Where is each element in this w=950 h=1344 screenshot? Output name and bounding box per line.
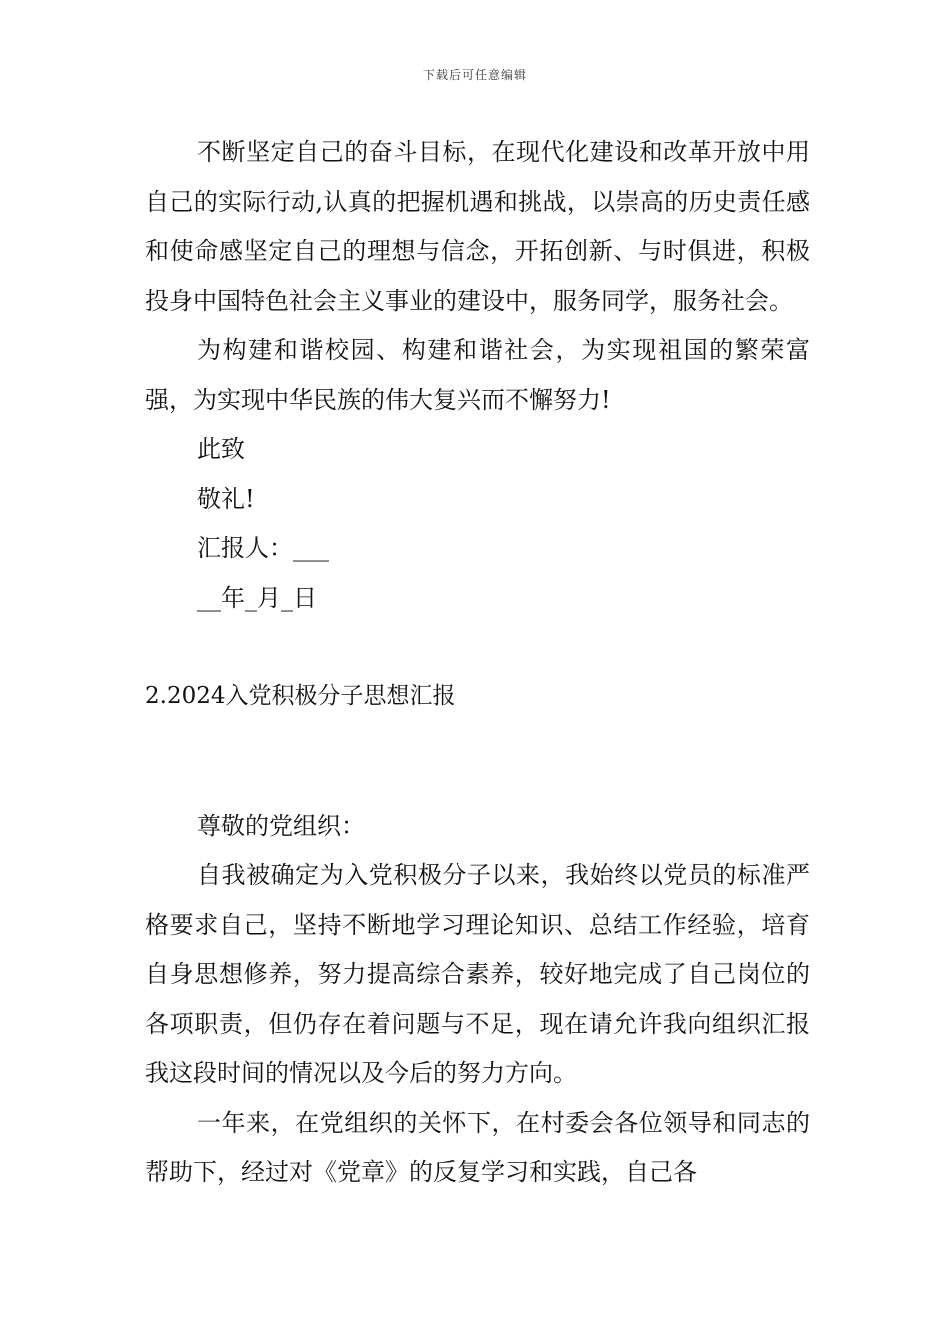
section-title: 2.2024入党积极分子思想汇报 xyxy=(145,683,456,709)
closing-line: 此致 xyxy=(197,435,245,463)
header-note: 下载后可任意编辑 xyxy=(422,68,527,82)
salute-line: 敬礼! xyxy=(197,484,255,513)
paragraph: 不断坚定自己的奋斗目标，在现代化建设和改革开放中用自己的实际行动,认真的把握机遇和挑战，以崇高的历史责任感和使命感坚定自己的理想与信念，开拓创新、与时俱进，积极投身中国特色社会主义事业的建设中，服务同学，服务社会。 xyxy=(145,138,810,315)
paragraph: 为构建和谐校园、构建和谐社会，为实现祖国的繁荣富强，为实现中华民族的伟大复兴而不懈努力! xyxy=(145,336,810,414)
greeting-line: 尊敬的党组织： xyxy=(197,811,365,840)
document-body xyxy=(145,128,810,1198)
reporter-line: 汇报人：___ xyxy=(197,534,329,562)
paragraph: 自我被确定为入党积极分子以来，我始终以党员的标准严格要求自己，坚持不断地学习理论知识、总结工作经验，培育自身思想修养，努力提高综合素养，较好地完成了自己岗位的各项职责，但仍存在着问题与不足，现在请允许我向组织汇报我这段时间的情况以及今后的努力方向。 xyxy=(145,861,810,1087)
date-line: __年_月_日 xyxy=(197,583,317,612)
paragraph: 一年来，在党组织的关怀下，在村委会各位领导和同志的帮助下，经过对《党章》的反复学习和实践，自己各 xyxy=(145,1108,810,1186)
